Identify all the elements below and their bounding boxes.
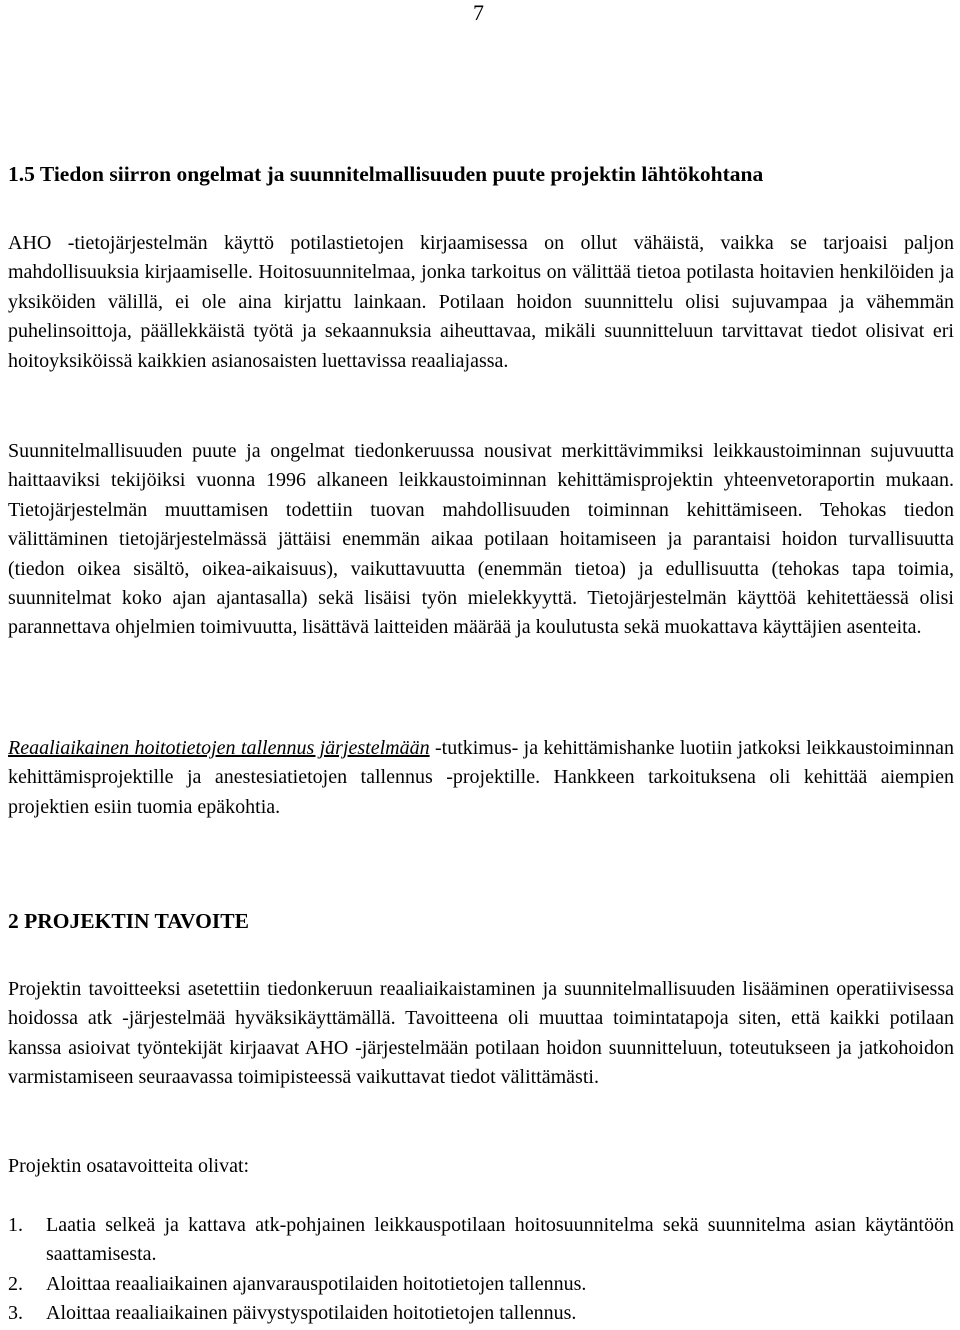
- list-item: [8, 1270, 954, 1299]
- list-item-number: 3.: [8, 1302, 23, 1325]
- section-heading-1-5: 1.5 Tiedon siirron ongelmat ja suunnitelmallisuuden puute projektin lähtökohtana: [8, 162, 764, 186]
- paragraph-aho-usage: AHO -tietojärjestelmän käyttö potilastietojen kirjaamisessa on ollut vähäistä, vaikka se tarjoaisi paljon mahdollisuuksia kirjaamiselle. Hoitosuunnitelmaa, jonka tarkoitus on välittää tietoa potilasta hoitavien henkilöiden ja yksiköiden välillä, ei ole aina kirjattu lainkaan. Potilaan hoidon suunnittelu olisi sujuvampaa ja vähemmän puhelinsoittoja, päällekkäistä työtä ja sekaannuksia aiheuttavaa, mikäli suunnitteluun tarvittavat tiedot olisivat eri hoitoyksiköissä kaikkien asianosaisten luettavissa reaaliajassa.: [8, 232, 954, 372]
- list-item-text: Laatia selkeä ja kattava atk-pohjainen leikkauspotilaan hoitosuunnitelma sekä suunnitelma asian käytäntöön saattamisesta.: [46, 1214, 954, 1266]
- project-name-emphasis: Reaaliaikainen hoitotietojen tallennus järjestelmään: [8, 737, 430, 759]
- project-origin-text: -tutkimus- ja kehittämishanke luotiin jatkoksi leikkaustoiminnan kehittämisprojektille ja anestesiatietojen tallennus -projektille. Hankkeen tarkoituksena oli kehittää aiempien projektien esiin tuomia epäkohtia.: [8, 737, 954, 818]
- list-item-number: 2.: [8, 1272, 23, 1295]
- list-item-text: Aloittaa reaaliaikainen ajanvarauspotilaiden hoitotietojen tallennus.: [46, 1272, 587, 1295]
- section-heading-2: 2 PROJEKTIN TAVOITE: [8, 909, 249, 933]
- list-item: [8, 1299, 954, 1328]
- list-item: [8, 1211, 954, 1270]
- page-number: 7: [473, 0, 484, 25]
- paragraph-project-goal: Projektin tavoitteeksi asetettiin tiedonkeruun reaaliaikaistaminen ja suunnitelmallisuuden lisääminen operatiivisessa hoidossa atk -järjestelmää hyväksikäyttämällä. Tavoitteena oli muuttaa toimintatapoja siten, että kaikki potilaan kanssa asioivat työntekijät kirjaavat AHO -järjestelmään potilaan hoidon suunnitteluun, toteutukseen ja jatkohoidon varmistamiseen seuraavassa toimipisteessä vaikuttavat tiedot välittämästi.: [8, 978, 954, 1089]
- paragraph-planning-shortcomings: Suunnitelmallisuuden puute ja ongelmat tiedonkeruussa nousivat merkittävimmiksi leikkaustoiminnan sujuvuutta haittaaviksi tekijöiksi vuonna 1996 alkaneen leikkaustoiminnan kehittämisprojektin yhteenvetoraportin mukaan. Tietojärjestelmän muuttamisen todettiin tuovan mahdollisuuden toiminnan kehittämiseen. Tehokas tiedon välittäminen tietojärjestelmässä jättäisi enemmän aikaa potilaan hoitamiseen ja parantaisi hoidon turvallisuutta (tiedon oikea sisältö, oikea-aikaisuus), vaikuttavuutta (enemmän tietoa) ja edullisuutta (tehokas tapa toimia, suunnitelmat koko ajan ajantasalla) sekä lisäisi työn mielekkyyttä. Tietojärjestelmän käyttöä kehitettäessä olisi parannettava ohjelmien toimivuutta, lisättävä laitteiden määrää ja koulutusta sekä muokattava käyttäjien asenteita.: [8, 440, 954, 639]
- subgoals-intro: Projektin osatavoitteita olivat:: [8, 1155, 250, 1177]
- list-item-number: 1.: [8, 1214, 23, 1236]
- subgoals-list: [8, 1211, 954, 1329]
- list-item-text: Aloittaa reaaliaikainen päivystyspotilaiden hoitotietojen tallennus.: [46, 1302, 577, 1325]
- paragraph-project-origin: [8, 734, 954, 822]
